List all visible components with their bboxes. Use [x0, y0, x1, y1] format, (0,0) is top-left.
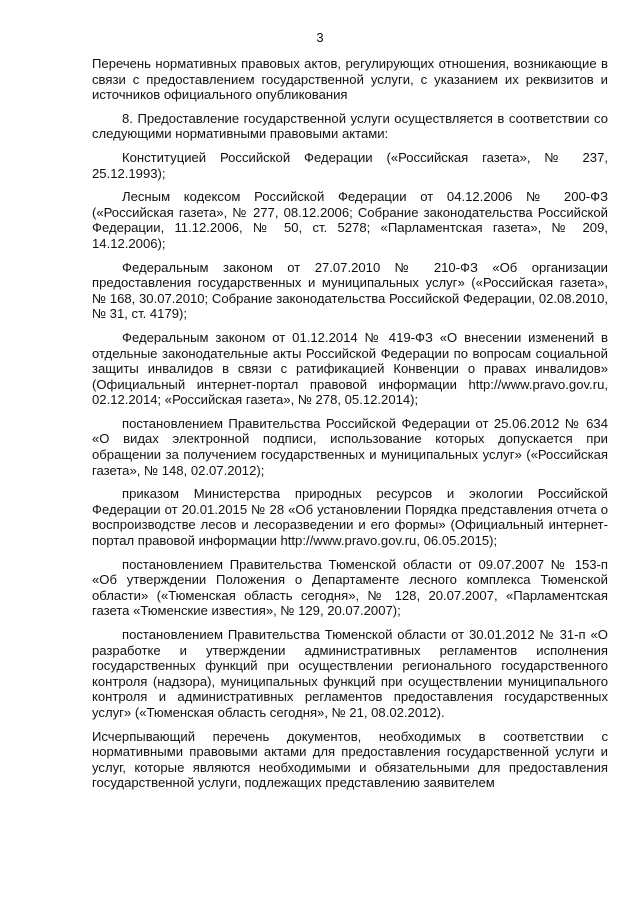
list-item-federal-law-210: Федеральным законом от 27.07.2010 № 210-ФЗ «Об организации предоставления государственных и муниципальных услуг» («Российская газета», № 168, 30.07.2010; Собрание законодательства Российской Федерации, 02.08.2010, № 31, ст. 4179); [92, 259, 608, 322]
page-number: 3 [316, 30, 324, 45]
list-item-government-resolution-634: постановлением Правительства Российской Федерации от 25.06.2012 № 634 «О видах электронной подписи, использование которых допускается при обращении за получением государственных и муниципальных услуг» («Российская газета», № 148, 02.07.2012); [92, 415, 608, 478]
list-item-ministry-order-28: приказом Министерства природных ресурсов и экологии Российской Федерации от 20.01.2015 № 28 «Об установлении Порядка представления отчета о воспроизводстве лесов и лесоразведении и его формы» (Официальный интернет-портал правовой информации http://www.pravo.gov.ru, 06.05.2015); [92, 486, 608, 549]
list-item-tyumen-resolution-153p: постановлением Правительства Тюменской области от 09.07.2007 № 153-п «Об утверждении Положения о Департаменте лесного комплекса Тюменской области» («Тюменская область сегодня», № 128, 20.07.2007, «Парламентская газета «Тюменские известия», № 129, 20.07.2007); [92, 556, 608, 619]
list-item-constitution: Конституцией Российской Федерации («Российская газета», № 237, 25.12.1993); [92, 149, 608, 181]
page-body [92, 56, 608, 791]
section-heading-documents: Исчерпывающий перечень документов, необходимых в соответствии с нормативными правовыми актами для предоставления государственной услуги и услуг, которые являются необходимыми и обязательными для предоставления государственной услуги, подлежащих представлению заявителем [92, 728, 608, 791]
paragraph-clause-8: 8. Предоставление государственной услуги осуществляется в соответствии со следующими нормативными правовыми актами: [92, 110, 608, 142]
list-item-federal-law-419: Федеральным законом от 01.12.2014 № 419-ФЗ «О внесении изменений в отдельные законодательные акты Российской Федерации по вопросам социальной защиты инвалидов в связи с ратификацией Конвенции о правах инвалидов» (Официальный интернет-портал правовой информации http://www.pravo.gov.ru, 02.12.2014; «Российская газета», № 278, 05.12.2014); [92, 329, 608, 408]
list-item-forest-code: Лесным кодексом Российской Федерации от 04.12.2006 № 200-ФЗ («Российская газета», № 277, 08.12.2006; Собрание законодательства Российской Федерации, 11.12.2006, № 50, ст. 5278; «Парламентская газета», № 209, 14.12.2006); [92, 189, 608, 251]
section-heading-normative-acts: Перечень нормативных правовых актов, регулирующих отношения, возникающие в связи с предоставлением государственной услуги, с указанием их реквизитов и источников официального опубликования [92, 56, 608, 103]
list-item-tyumen-resolution-31p: постановлением Правительства Тюменской области от 30.01.2012 № 31-п «О разработке и утверждении административных регламентов исполнения государственных функций при осуществлении регионального государственного контроля (надзора), муниципальных функций при осуществлении муниципального контроля и административных регламентов предоставления государственных услуг» («Тюменская область сегодня», № 21, 08.02.2012). [92, 627, 608, 720]
